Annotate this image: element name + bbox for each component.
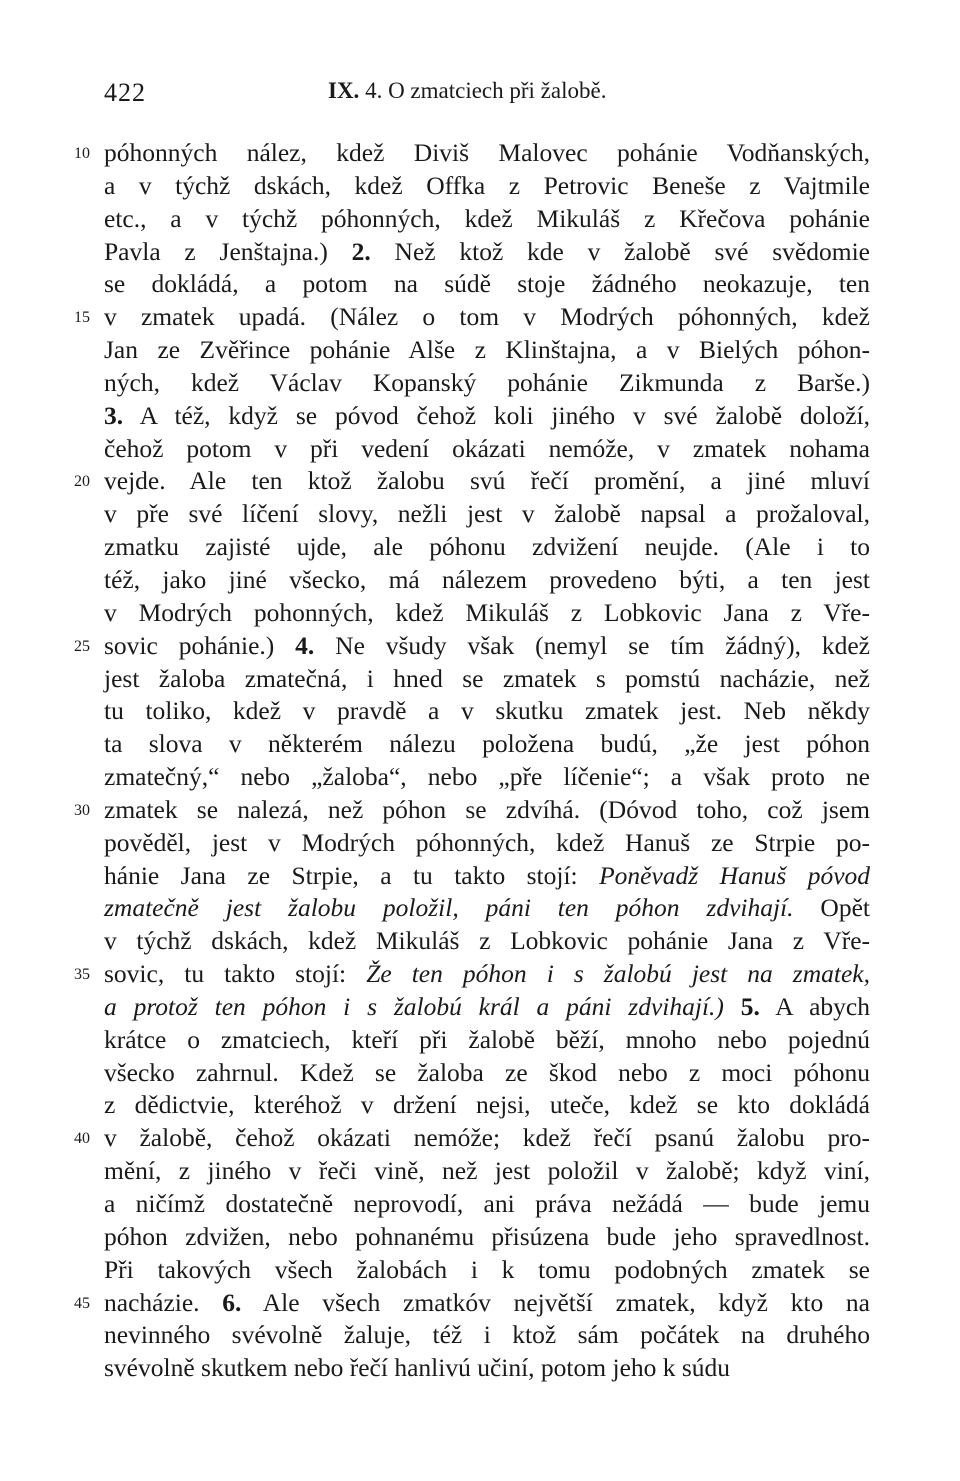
line-text: v žalobě, čehož okázati nemóže; kdež řečí psanú žalobu pro- [104,1123,870,1153]
line-number: 15 [74,309,90,327]
text-line [104,991,870,1024]
line-number: 25 [74,637,90,655]
line-text: zmatečně jest žalobu položil, páni ten póhon zdvihají. Opět [104,893,870,923]
line-text: póhonných nález, kdež Diviš Malovec pohánie Vodňanských, [104,138,870,167]
line-text: též, jako jiné všecko, má nálezem provedeno býti, a ten jest [104,564,870,594]
text-line [104,827,870,860]
line-text: 3. A též, když se póvod čehož koli jiného v své žalobě doloží, [104,400,870,430]
line-text: a protož ten póhon i s žalobú král a páni zdvihají.) 5. A abych [104,991,870,1021]
text-line [74,1287,870,1320]
text-line [104,1155,870,1188]
line-text: pověděl, jest v Modrých póhonných, kdež Hanuš ze Strpie po- [104,827,870,857]
line-text: zmatečný,“ nebo „žaloba“, nebo „pře líčenie“; a však proto ne [104,762,870,792]
line-text: v zmatek upadá. (Nález o tom v Modrých póhonných, kdež [104,302,870,332]
text-line [104,728,870,761]
text-line [104,1024,870,1057]
text-line [104,1221,870,1254]
line-number: 30 [74,801,90,819]
line-number: 20 [74,473,90,491]
text-line [104,1089,870,1122]
line-text: v Modrých pohonných, kdež Mikuláš z Lobkovic Jana z Vře- [104,597,870,627]
line-text: sovic pohánie.) 4. Ne všudy však (nemyl se tím žádný), kdež [104,630,870,660]
line-number: 40 [74,1130,90,1148]
text-line [104,1254,870,1287]
text-line [104,203,870,236]
text-line [104,1352,870,1385]
line-text: vejde. Ale ten ktož žalobu svú řečí promění, a jiné mluví [104,466,870,496]
body-text [74,137,871,1385]
text-line [74,301,870,334]
line-text: nacházie. 6. Ale všech zmatkóv největší zmatek, když kto na [104,1287,870,1317]
text-line [74,137,870,170]
text-line [74,794,870,827]
text-line [104,1188,870,1221]
text-line [104,925,870,958]
line-text: Jan ze Zvěřince pohánie Alše z Klinštajna, a v Bielých póhon- [104,335,870,365]
text-line [104,400,870,433]
text-line [104,892,870,925]
text-line [104,433,870,466]
line-text: póhon zdvižen, nebo pohnanému přisúzena bude jeho spravedlnost. [104,1221,870,1251]
text-line [104,597,870,630]
chapter-number: IX. [328,78,360,103]
text-line [104,498,870,531]
line-text: ných, kdež Václav Kopanský pohánie Zikmunda z Barše.) [104,367,870,397]
line-text: krátce o zmatciech, kteří při žalobě běží, mnoho nebo pojednú [104,1024,870,1054]
line-text: se dokládá, a potom na súdě stoje žádného neokazuje, ten [104,269,870,299]
line-text: mění, z jiného v řeči vině, než jest položil v žalobě; když viní, [104,1156,870,1186]
text-line [104,1057,870,1090]
page-number: 422 [104,78,146,107]
line-text: zmatku zajisté ujde, ale póhonu zdvižení neujde. (Ale i to [104,532,870,562]
text-line [104,334,870,367]
line-text: v týchž dskách, kdež Mikuláš z Lobkovic pohánie Jana z Vře- [104,926,870,956]
line-text: sovic, tu takto stojí: Že ten póhon i s žalobú jest na zmatek, [104,959,870,989]
text-line [104,236,870,269]
section-title: O zmatciech při žalobě. [388,78,607,103]
line-text: všecko zahrnul. Kdež se žaloba ze škod nebo z moci póhonu [104,1057,870,1087]
text-line [74,630,870,663]
line-text: tu toliko, kdež v pravdě a v skutku zmatek jest. Neb někdy [104,696,870,726]
text-line [104,663,870,696]
line-text: nevinného svévolně žaluje, též i ktož sám počátek na druhého [104,1320,870,1350]
text-line [104,268,870,301]
line-number: 10 [74,145,90,162]
text-line [104,564,870,597]
text-line [74,958,870,991]
line-text: zmatek se nalezá, než póhon se zdvíhá. (Dóvod toho, což jsem [104,794,870,824]
line-text: a ničímž dostatečně neprovodí, ani práva nežádá — bude jemu [104,1189,870,1218]
text-line [104,761,870,794]
line-text: Při takových všech žalobách i k tomu podobných zmatek se [104,1254,870,1284]
page-header [104,78,870,118]
line-text: hánie Jana ze Strpie, a tu takto stojí: Poněvadž Hanuš póvod [104,860,871,890]
line-text: etc., a v týchž póhonných, kdež Mikuláš z Křečova pohánie [104,203,870,233]
line-text: a v týchž dskách, kdež Offka z Petrovic Beneše z Vajtmile [104,170,870,200]
section-number: 4. [365,78,383,103]
line-text: čehož potom v při vedení okázati nemóže, v zmatek nohama [104,433,870,463]
text-line [104,1319,870,1352]
running-head [328,78,606,104]
line-text: ta slova v některém nálezu položena budú, „že jest póhon [104,729,870,759]
text-line [104,170,870,203]
text-line [104,531,870,564]
line-text: jest žaloba zmatečná, i hned se zmatek s pomstú nacházie, než [104,663,870,693]
text-line [104,860,870,893]
text-line [104,367,870,400]
text-line [104,695,870,728]
text-line [74,1122,870,1155]
line-number: 35 [74,966,90,984]
line-text: z dědictvie, kteréhož v držení nejsi, uteče, kdež se kto dokládá [104,1090,870,1120]
line-text: Pavla z Jenštajna.) 2. Než ktož kde v žalobě své svědomie [104,236,870,266]
line-number: 45 [74,1294,90,1312]
line-text: v pře své líčení slovy, nežli jest v žalobě napsal a prožaloval, [104,499,870,529]
line-text: svévolně skutkem nebo řečí hanlivú učiní, potom jeho k súdu [104,1353,731,1383]
text-line [74,465,870,498]
